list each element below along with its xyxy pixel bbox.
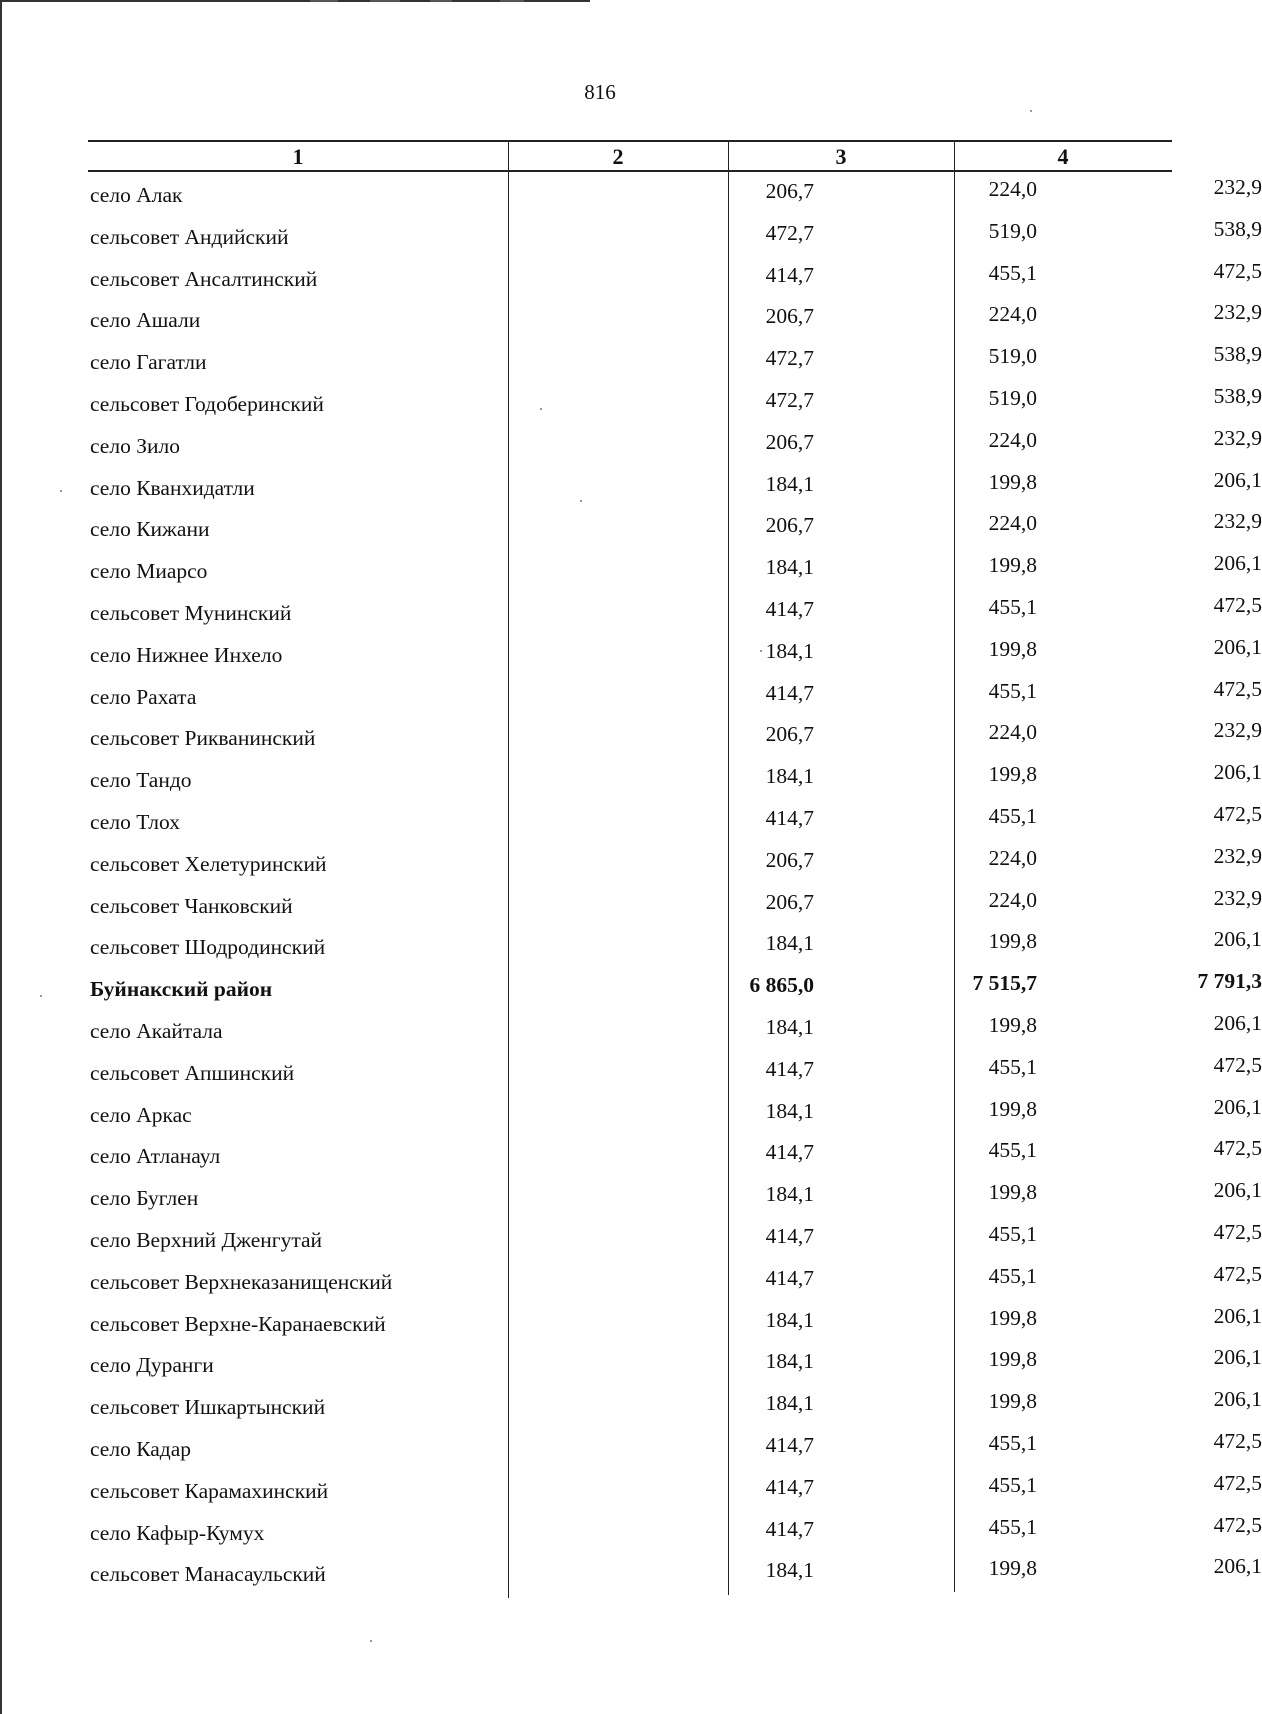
row-col-2-cell: 206,7 <box>765 847 814 872</box>
table-row <box>88 676 1262 718</box>
row-name-cell: село Кванхидатли <box>90 475 255 500</box>
table-row <box>88 299 1262 341</box>
table-row-district <box>88 968 1262 1010</box>
row-col-3-cell: 455,1 <box>988 594 1037 619</box>
row-col-3-cell: 199,8 <box>988 1096 1037 1121</box>
table-row <box>88 843 1262 885</box>
row-col-2-cell: 206,7 <box>765 513 814 538</box>
row-col-2-cell: 184,1 <box>765 764 814 789</box>
table-body <box>88 174 1262 1595</box>
table-row <box>88 174 1262 216</box>
row-col-3-cell: 519,0 <box>988 218 1037 243</box>
row-col-3-cell: 455,1 <box>988 1263 1037 1288</box>
row-col-2-cell: 184,1 <box>765 1014 814 1039</box>
row-col-3-cell: 455,1 <box>988 1472 1037 1497</box>
row-col-4-cell: 472,5 <box>1213 1512 1262 1537</box>
row-col-3-cell: 199,8 <box>988 1389 1037 1414</box>
row-col-3-cell: 199,8 <box>988 553 1037 578</box>
row-col-3-cell: 455,1 <box>988 803 1037 828</box>
row-col-3-cell: 7 515,7 <box>972 971 1037 996</box>
row-name-cell: село Ашали <box>90 308 201 333</box>
row-col-3-cell: 199,8 <box>988 1305 1037 1330</box>
row-col-4-cell: 538,9 <box>1213 342 1262 367</box>
page-border-dash <box>370 0 400 2</box>
row-col-2-cell: 184,1 <box>765 1558 814 1583</box>
table-row <box>88 1512 1262 1554</box>
row-name-cell: село Дуранги <box>90 1353 214 1378</box>
row-col-3-cell: 224,0 <box>988 845 1037 870</box>
table-header-rule <box>88 170 1172 172</box>
row-col-3-cell: 455,1 <box>988 1430 1037 1455</box>
row-col-3-cell: 199,8 <box>988 929 1037 954</box>
row-col-4-cell: 472,5 <box>1213 676 1262 701</box>
row-name-cell: село Кафыр-Кумух <box>90 1520 265 1545</box>
row-name-cell: село Аркас <box>90 1102 192 1127</box>
row-name-cell: село Буглен <box>90 1186 199 1211</box>
row-col-4-cell: 472,5 <box>1213 258 1262 283</box>
row-col-3-cell: 224,0 <box>988 427 1037 452</box>
row-name-cell: сельсовет Шодродинский <box>90 935 326 960</box>
row-col-4-cell: 206,1 <box>1213 1094 1262 1119</box>
page-border-left <box>0 0 2 1714</box>
table-row <box>88 926 1262 968</box>
row-col-2-cell: 414,7 <box>765 1056 814 1081</box>
row-col-4-cell: 206,1 <box>1213 467 1262 492</box>
table-row <box>88 1386 1262 1428</box>
row-col-3-cell: 199,8 <box>988 1347 1037 1372</box>
header-col-1: 1 <box>292 144 304 169</box>
row-col-3-cell: 455,1 <box>988 1514 1037 1539</box>
row-col-4-cell: 206,1 <box>1213 1010 1262 1035</box>
row-name-cell: сельсовет Ишкартынский <box>90 1395 326 1420</box>
row-col-2-cell: 206,7 <box>765 304 814 329</box>
row-col-4-cell: 538,9 <box>1213 383 1262 408</box>
table-row <box>88 717 1262 759</box>
row-name-cell: сельсовет Апшинский <box>90 1060 295 1085</box>
scan-speck <box>40 995 42 997</box>
table-row <box>88 759 1262 801</box>
scan-speck <box>370 1640 372 1642</box>
row-col-2-cell: 184,1 <box>765 1349 814 1374</box>
row-col-4-cell: 232,9 <box>1213 718 1262 743</box>
table-row <box>88 1261 1262 1303</box>
row-col-3-cell: 519,0 <box>988 344 1037 369</box>
table-row <box>88 1135 1262 1177</box>
row-col-2-cell: 184,1 <box>765 1098 814 1123</box>
row-name-cell: село Зило <box>90 433 180 458</box>
row-col-3-cell: 199,8 <box>988 1180 1037 1205</box>
row-col-2-cell: 206,7 <box>765 722 814 747</box>
row-col-4-cell: 206,1 <box>1213 1345 1262 1370</box>
row-name-cell: село Гагатли <box>90 350 207 375</box>
row-name-cell: село Кижани <box>90 517 210 542</box>
row-name-cell: сельсовет Рикванинский <box>90 726 316 751</box>
page-border-dash <box>430 0 452 2</box>
table-row <box>88 341 1262 383</box>
row-col-2-cell: 184,1 <box>765 1182 814 1207</box>
row-col-3-cell: 455,1 <box>988 1221 1037 1246</box>
row-col-2-cell: 206,7 <box>765 429 814 454</box>
row-col-4-cell: 206,1 <box>1213 760 1262 785</box>
row-col-4-cell: 206,1 <box>1213 1387 1262 1412</box>
row-name-cell: сельсовет Верхне-Каранаевский <box>90 1311 386 1336</box>
row-col-2-cell: 472,7 <box>765 346 814 371</box>
row-name-cell: село Тандо <box>90 768 192 793</box>
row-name-cell: Буйнакский район <box>90 977 273 1002</box>
table-row <box>88 550 1262 592</box>
table-row <box>88 592 1262 634</box>
row-col-4-cell: 206,1 <box>1213 1303 1262 1328</box>
row-col-4-cell: 472,5 <box>1213 1261 1262 1286</box>
row-col-4-cell: 232,9 <box>1213 843 1262 868</box>
row-col-2-cell: 414,7 <box>765 1516 814 1541</box>
row-name-cell: село Атланаул <box>90 1144 221 1169</box>
row-col-4-cell: 232,9 <box>1213 300 1262 325</box>
row-col-4-cell: 206,1 <box>1213 927 1262 952</box>
row-col-4-cell: 206,1 <box>1213 1554 1262 1579</box>
row-col-3-cell: 199,8 <box>988 762 1037 787</box>
page-number: 816 <box>584 80 616 104</box>
table-row <box>88 1553 1262 1595</box>
table-row <box>88 216 1262 258</box>
row-name-cell: сельсовет Чанковский <box>90 893 293 918</box>
row-name-cell: сельсовет Верхнеказанищенский <box>90 1269 393 1294</box>
row-col-4-cell: 206,1 <box>1213 551 1262 576</box>
scan-speck <box>580 500 582 502</box>
row-col-3-cell: 455,1 <box>988 678 1037 703</box>
row-col-3-cell: 199,8 <box>988 636 1037 661</box>
row-col-4-cell: 232,9 <box>1213 885 1262 910</box>
row-col-3-cell: 199,8 <box>988 469 1037 494</box>
row-col-2-cell: 184,1 <box>765 1307 814 1332</box>
row-col-4-cell: 472,5 <box>1213 801 1262 826</box>
table-row <box>88 1052 1262 1094</box>
row-col-2-cell: 184,1 <box>765 1391 814 1416</box>
row-col-3-cell: 224,0 <box>988 302 1037 327</box>
page-border-dash <box>500 0 524 2</box>
row-col-4-cell: 472,5 <box>1213 592 1262 617</box>
row-name-cell: сельсовет Годоберинский <box>90 391 324 416</box>
row-col-2-cell: 184,1 <box>765 931 814 956</box>
row-col-4-cell: 538,9 <box>1213 216 1262 241</box>
row-col-4-cell: 232,9 <box>1213 509 1262 534</box>
table-row <box>88 383 1262 425</box>
row-col-2-cell: 184,1 <box>765 555 814 580</box>
row-col-2-cell: 414,7 <box>765 262 814 287</box>
row-col-3-cell: 224,0 <box>988 720 1037 745</box>
row-col-2-cell: 414,7 <box>765 1265 814 1290</box>
row-col-2-cell: 472,7 <box>765 387 814 412</box>
row-col-4-cell: 472,5 <box>1213 1052 1262 1077</box>
row-col-2-cell: 414,7 <box>765 1474 814 1499</box>
row-col-2-cell: 206,7 <box>765 179 814 203</box>
table-row <box>88 1428 1262 1470</box>
row-col-2-cell: 6 865,0 <box>749 973 814 998</box>
table-row <box>88 1010 1262 1052</box>
row-name-cell: село Кадар <box>90 1436 192 1461</box>
row-name-cell: село Рахата <box>90 684 197 709</box>
table-row <box>88 885 1262 927</box>
row-col-3-cell: 519,0 <box>988 385 1037 410</box>
row-col-2-cell: 184,1 <box>765 638 814 663</box>
row-col-3-cell: 455,1 <box>988 1138 1037 1163</box>
table-row <box>88 1177 1262 1219</box>
row-col-4-cell: 472,5 <box>1213 1428 1262 1453</box>
row-col-4-cell: 472,5 <box>1213 1219 1262 1244</box>
row-name-cell: сельсовет Мунинский <box>90 600 292 625</box>
scan-speck <box>60 490 62 492</box>
row-name-cell: село Миарсо <box>90 559 208 584</box>
row-name-cell: сельсовет Карамахинский <box>90 1478 329 1503</box>
table-row <box>88 1094 1262 1136</box>
row-name-cell: село Акайтала <box>90 1018 223 1043</box>
row-col-2-cell: 184,1 <box>765 471 814 496</box>
row-col-4-cell: 206,1 <box>1213 634 1262 659</box>
row-col-4-cell: 472,5 <box>1213 1136 1262 1161</box>
row-col-4-cell: 232,9 <box>1213 175 1262 199</box>
row-name-cell: село Верхний Дженгутай <box>90 1227 323 1252</box>
row-name-cell: село Алак <box>90 183 183 207</box>
row-col-3-cell: 455,1 <box>988 260 1037 285</box>
table-row <box>88 1470 1262 1512</box>
header-col-3: 3 <box>835 144 847 169</box>
row-col-4-cell: 472,5 <box>1213 1470 1262 1495</box>
row-name-cell: село Нижнее Инхело <box>90 642 283 667</box>
scan-speck <box>1030 110 1032 112</box>
row-col-2-cell: 414,7 <box>765 1223 814 1248</box>
row-col-3-cell: 455,1 <box>988 1054 1037 1079</box>
row-col-2-cell: 206,7 <box>765 889 814 914</box>
table-row <box>88 1303 1262 1345</box>
row-col-2-cell: 414,7 <box>765 805 814 830</box>
row-name-cell: сельсовет Ансалтинский <box>90 266 318 291</box>
row-col-2-cell: 414,7 <box>765 596 814 621</box>
row-col-3-cell: 224,0 <box>988 511 1037 536</box>
row-col-3-cell: 199,8 <box>988 1556 1037 1581</box>
row-col-3-cell: 199,8 <box>988 1012 1037 1037</box>
row-col-2-cell: 414,7 <box>765 1432 814 1457</box>
row-name-cell: сельсовет Манасаульский <box>90 1562 326 1587</box>
row-col-2-cell: 472,7 <box>765 220 814 245</box>
table-row <box>88 508 1262 550</box>
scan-speck <box>540 408 542 410</box>
row-col-4-cell: 7 791,3 <box>1197 969 1262 994</box>
table-row <box>88 634 1262 676</box>
row-col-2-cell: 414,7 <box>765 680 814 705</box>
row-col-2-cell: 414,7 <box>765 1140 814 1165</box>
table-row <box>88 1344 1262 1386</box>
table-row <box>88 801 1262 843</box>
row-col-4-cell: 232,9 <box>1213 425 1262 450</box>
page-border-dash <box>310 0 338 2</box>
table-row <box>88 425 1262 467</box>
row-col-4-cell: 206,1 <box>1213 1178 1262 1203</box>
row-name-cell: сельсовет Хелетуринский <box>90 851 327 876</box>
table-header-row <box>88 140 1172 170</box>
table-row <box>88 467 1262 509</box>
row-col-3-cell: 224,0 <box>988 177 1037 201</box>
header-col-4: 4 <box>1057 144 1069 169</box>
table-row <box>88 1219 1262 1261</box>
row-name-cell: сельсовет Андийский <box>90 224 289 249</box>
row-name-cell: село Тлох <box>90 809 180 834</box>
header-col-2: 2 <box>612 144 624 169</box>
table-row <box>88 258 1262 300</box>
scan-speck <box>760 650 762 652</box>
row-col-3-cell: 224,0 <box>988 887 1037 912</box>
